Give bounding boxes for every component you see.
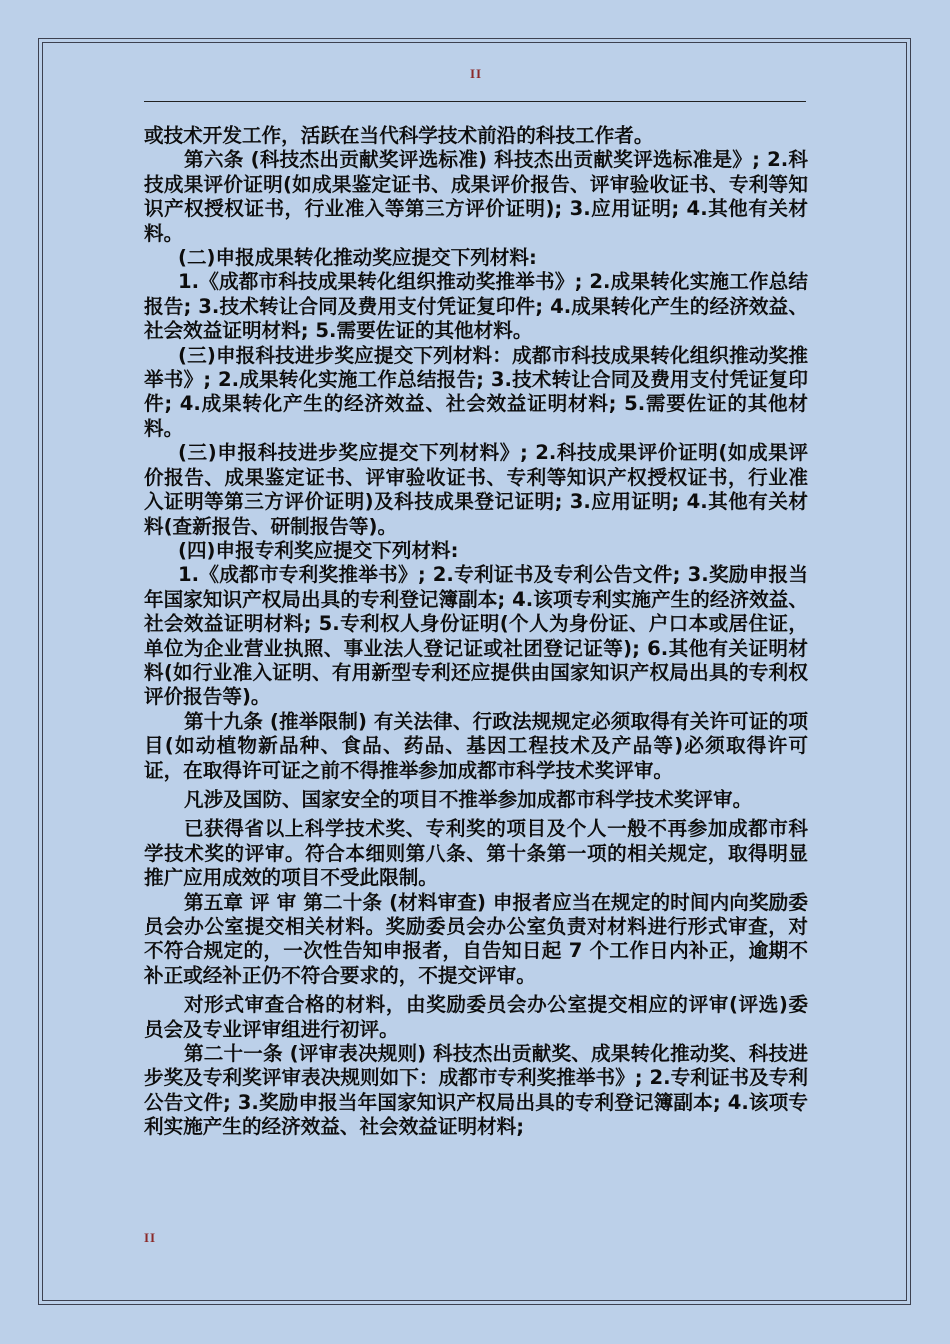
paragraph: 已获得省以上科学技术奖、专利奖的项目及个人一般不再参加成都市科学技术奖的评审。符合本细则第八条、第十条第一项的相关规定，取得明显推广应用成效的项目不受此限制。: [144, 817, 808, 890]
paragraph: 1.《成都市科技成果转化组织推动奖推举书》; 2.成果转化实施工作总结报告; 3.技术转让合同及费用支付凭证复印件; 4.成果转化产生的经济效益、社会效益证明材料; 5.需要佐证的其他材料。: [144, 270, 808, 343]
paragraph: (三)申报科技进步奖应提交下列材料》; 2.科技成果评价证明(如成果评价报告、成果鉴定证书、评审验收证书、专利等知识产权授权证书，行业准入证明等第三方评价证明)及科技成果登记证明; 3.应用证明; 4.其他有关材料(查新报告、研制报告等)。: [144, 441, 808, 538]
paragraph: 第六条 (科技杰出贡献奖评选标准) 科技杰出贡献奖评选标准是》; 2.科技成果评价证明(如成果鉴定证书、成果评价报告、评审验收证书、专利等知识产权授权证书，行业准入等第三方评价证明); 3.应用证明; 4.其他有关材料。: [144, 148, 808, 245]
paragraph: 1.《成都市专利奖推举书》; 2.专利证书及专利公告文件; 3.奖励申报当年国家知识产权局出具的专利登记簿副本; 4.该项专利实施产生的经济效益、社会效益证明材料; 5.专利权人身份证明(个人为身份证、户口本或居住证，单位为企业营业执照、事业法人登记证或社团登记证等); 6.其他有关证明材料(如行业准入证明、有用新型专利还应提供由国家知识产权局出具的专利权评价报告等)。: [144, 563, 808, 709]
paragraph: (二)申报成果转化推动奖应提交下列材料:: [178, 246, 537, 270]
paragraph: (三)申报科技进步奖应提交下列材料：成都市科技成果转化组织推动奖推举书》; 2.成果转化实施工作总结报告; 3.技术转让合同及费用支付凭证复印件; 4.成果转化产生的经济效益、社会效益证明材料; 5.需要佐证的其他材料。: [144, 343, 808, 440]
paragraph: 凡涉及国防、国家安全的项目不推举参加成都市科学技术奖评审。: [184, 787, 753, 811]
paragraph: 第五章 评 审 第二十条 (材料审查) 申报者应当在规定的时间内向奖励委员会办公室提交相关材料。奖励委员会办公室负责对材料进行形式审查，对不符合规定的，一次性告知申报者，自告知日起 7 个工作日内补正，逾期不补正或经补正仍不符合要求的，不提交评审。: [144, 890, 808, 987]
paragraph: (四)申报专利奖应提交下列材料:: [178, 538, 459, 562]
header-divider: [144, 101, 806, 102]
footer-page-mark: II: [144, 1230, 157, 1245]
paragraph: 对形式审查合格的材料，由奖励委员会办公室提交相应的评审(评选)委员会及专业评审组进行初评。: [144, 993, 808, 1041]
paragraph: 或技术开发工作，活跃在当代科学技术前沿的科技工作者。: [144, 124, 654, 147]
paragraph: 第十九条 (推举限制) 有关法律、行政法规规定必须取得有关许可证的项目(如动植物新品种、食品、药品、基因工程技术及产品等)必须取得许可证，在取得许可证之前不得推举参加成都市科学技术奖评审。: [144, 709, 808, 782]
paragraph: 第二十一条 (评审表决规则) 科技杰出贡献奖、成果转化推动奖、科技进步奖及专利奖评审表决规则如下：成都市专利奖推举书》; 2.专利证书及专利公告文件; 3.奖励申报当年国家知识产权局出具的专利登记簿副本; 4.该项专利实施产生的经济效益、社会效益证明材料;: [144, 1042, 808, 1139]
header-page-mark: II: [470, 66, 483, 81]
document-body: [144, 124, 808, 1220]
